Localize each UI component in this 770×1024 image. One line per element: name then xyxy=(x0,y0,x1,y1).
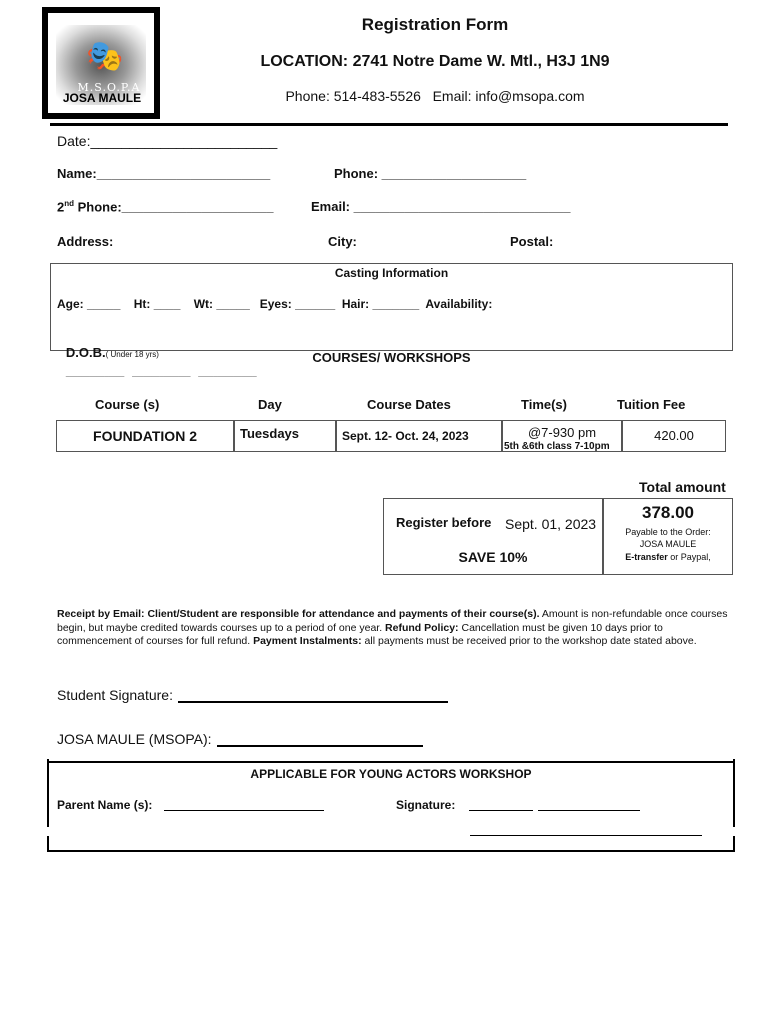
logo-name: JOSA MAULE xyxy=(62,91,142,105)
casting-attributes-row[interactable]: Age: _____ Ht: ____ Wt: _____ Eyes: ______ Hair: _______ Availability: xyxy=(57,297,493,311)
parent-signature-line-1[interactable] xyxy=(469,810,533,811)
receipt-policy-bold: Receipt by Email: Client/Student are responsible for attendance and payments of their course(s). xyxy=(57,608,540,620)
instalments-bold: Payment Instalments: xyxy=(253,635,362,647)
student-signature-line[interactable] xyxy=(178,701,448,703)
second-phone-prefix: 2 xyxy=(57,199,65,215)
refund-policy-text: Cancellation must be given 10 days prior to commencement of courses for full refund. xyxy=(57,621,663,647)
dob-note: ( Under 18 yrs) xyxy=(105,350,159,359)
address-field[interactable]: Address: xyxy=(57,234,114,249)
dob-label: D.O.B. xyxy=(65,345,106,360)
course-time: @7-930 pm xyxy=(527,425,597,440)
parent-signature-line-3[interactable] xyxy=(470,835,702,836)
course-dates: Sept. 12- Oct. 24, 2023 xyxy=(342,429,469,443)
instalments-text: all payments must be received prior to the workshop date stated above. xyxy=(361,635,697,647)
casting-title: Casting Information xyxy=(334,266,449,280)
payable-label: Payable to the Order: xyxy=(625,527,711,537)
email-field[interactable]: Email: ______________________________ xyxy=(311,199,571,214)
course-day: Tuesdays xyxy=(240,426,300,441)
msopa-logo xyxy=(42,7,160,119)
save-label: SAVE 10% xyxy=(458,549,528,565)
course-fee: 420.00 xyxy=(654,428,694,443)
refund-policy-bold: Refund Policy: xyxy=(385,621,459,634)
student-signature-label: Student Signature: xyxy=(57,687,173,703)
theatre-masks-icon: 🎭 xyxy=(86,40,124,73)
course-time-note: 5th &6th class 7-10pm xyxy=(504,441,610,452)
city-field[interactable]: City: xyxy=(328,234,357,249)
payee-name: JOSA MAULE xyxy=(639,539,697,549)
young-actors-top-border xyxy=(47,761,735,763)
phone-field[interactable]: Phone: ____________________ xyxy=(334,166,527,181)
col-day: Day xyxy=(258,397,282,412)
second-phone-field[interactable] xyxy=(57,199,274,214)
parent-signature-label: Signature: xyxy=(396,798,456,812)
payment-methods xyxy=(603,552,733,562)
parent-name-line[interactable] xyxy=(164,810,324,811)
total-amount-label: Total amount xyxy=(639,479,726,495)
name-field[interactable]: Name:________________________ xyxy=(57,166,271,181)
logo-org-text: M.S.O.P.A xyxy=(77,81,141,94)
josa-signature-line[interactable] xyxy=(217,745,423,747)
register-date: Sept. 01, 2023 xyxy=(505,516,597,532)
dob-lines: _______________ _______________ _______________ xyxy=(65,370,257,377)
date-field[interactable]: Date:________________________ xyxy=(57,133,278,149)
col-times: Time(s) xyxy=(521,397,567,412)
josa-signature-label: JOSA MAULE (MSOPA): xyxy=(57,731,212,747)
header-divider xyxy=(50,123,728,126)
young-actors-title: APPLICABLE FOR YOUNG ACTORS WORKSHOP xyxy=(250,767,532,781)
second-phone-label: Phone:_____________________ xyxy=(74,199,274,215)
col-course: Course (s) xyxy=(95,397,160,412)
register-before-label: Register before xyxy=(396,515,492,530)
second-phone-sup: nd xyxy=(64,199,75,208)
paypal-label: or Paypal, xyxy=(667,552,711,562)
parent-name-label: Parent Name (s): xyxy=(57,798,153,812)
form-title: Registration Form xyxy=(361,15,509,34)
postal-field[interactable]: Postal: xyxy=(510,234,554,249)
col-dates: Course Dates xyxy=(367,397,451,412)
receipt-policy-text: Amount is non-refundable once courses begin, but maybe credited towards courses up to a period of one year. xyxy=(57,608,728,634)
course-name: FOUNDATION 2 xyxy=(93,428,197,444)
total-amount-value: 378.00 xyxy=(642,503,694,522)
parent-signature-line-2[interactable] xyxy=(538,810,640,811)
col-fee: Tuition Fee xyxy=(617,397,686,412)
terms-paragraph xyxy=(57,608,729,649)
young-actors-bottom-border xyxy=(47,850,735,852)
courses-title: COURSES/ WORKSHOPS xyxy=(312,350,471,365)
etransfer-label: E-transfer xyxy=(625,552,668,562)
location-line: LOCATION: 2741 Notre Dame W. Mtl., H3J 1N9 xyxy=(260,53,610,70)
contact-line: Phone: 514-483-5526 Email: info@msopa.com xyxy=(285,88,585,104)
